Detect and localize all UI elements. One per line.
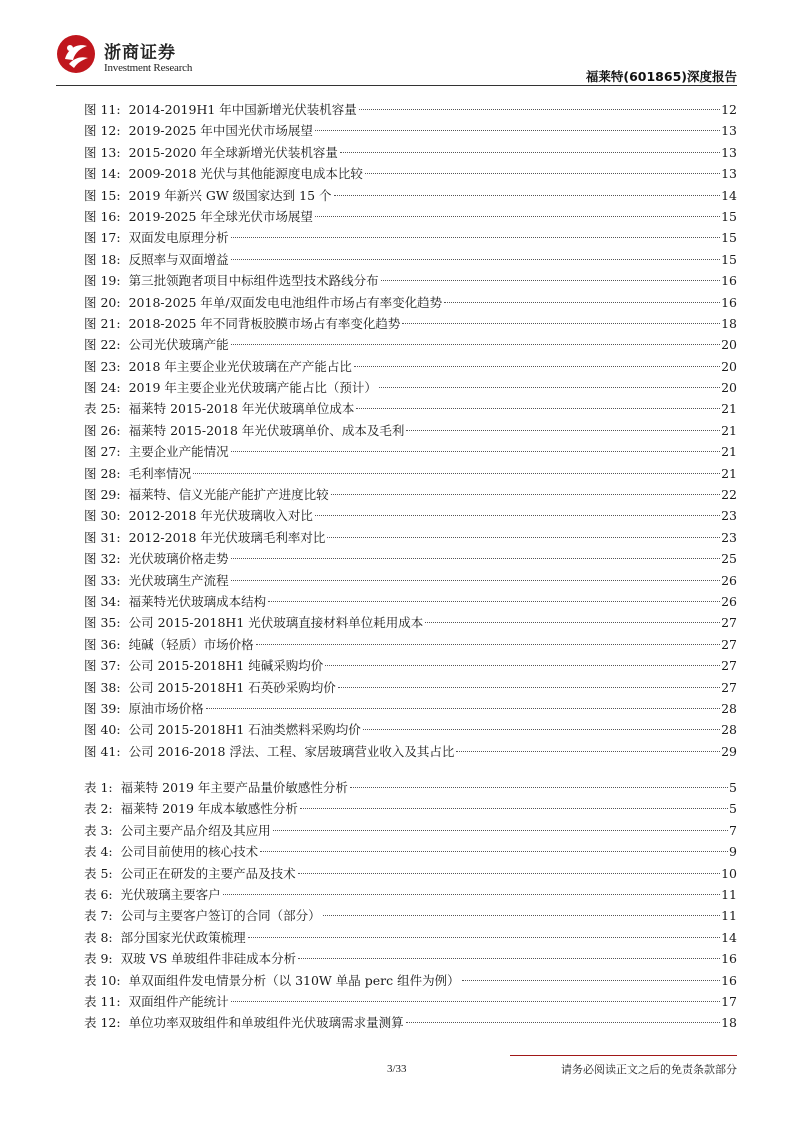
toc-entry[interactable]	[84, 1012, 737, 1033]
toc-entry-page: 27	[721, 615, 737, 631]
toc-entry-label: 图 14:	[84, 166, 121, 182]
toc-entry-page: 14	[721, 187, 737, 203]
toc-dot-leader	[323, 915, 720, 916]
toc-entry[interactable]	[84, 463, 737, 484]
toc-entry-label: 图 36:	[84, 636, 121, 652]
toc-entry-page: 5	[729, 801, 737, 817]
toc-dot-leader	[359, 109, 720, 110]
toc-entry-page: 23	[721, 529, 737, 545]
toc-entry-page: 12	[721, 102, 737, 117]
toc-dot-leader	[315, 515, 720, 516]
toc-entry-page: 29	[721, 743, 737, 759]
toc-entry[interactable]	[84, 991, 737, 1012]
toc-entry-title: 2012-2018 年光伏玻璃毛利率对比	[128, 529, 326, 545]
toc-dot-leader	[340, 152, 720, 153]
toc-entry[interactable]	[84, 655, 737, 676]
toc-dot-leader	[444, 302, 720, 303]
toc-entry-label: 表 6:	[84, 886, 113, 902]
toc-entry-title: 公司光伏玻璃产能	[128, 337, 229, 353]
toc-entry-title: 公司 2015-2018H1 纯碱采购均价	[128, 658, 324, 674]
toc-entry-title: 部分国家光伏政策梳理	[120, 929, 246, 945]
toc-entry-page: 20	[721, 358, 737, 374]
report-title: 福莱特(601865)深度报告	[585, 69, 737, 84]
toc-entry-label: 图 31:	[84, 529, 121, 545]
toc-entry-title: 原油市场价格	[128, 700, 204, 716]
toc-entry-title: 2019-2025 年全球光伏市场展望	[128, 208, 313, 224]
toc-entry-label: 表 25:	[84, 401, 121, 417]
toc-dot-leader	[298, 958, 720, 959]
toc-entry-label: 表 12:	[84, 1015, 121, 1031]
toc-entry-page: 5	[729, 780, 737, 795]
toc-dot-leader	[231, 344, 720, 345]
toc-entry-title: 公司主要产品介绍及其应用	[120, 822, 271, 838]
toc-entry[interactable]	[84, 970, 737, 991]
toc-dot-leader	[223, 894, 720, 895]
toc-entry-label: 图 38:	[84, 679, 121, 695]
figures-toc	[84, 99, 737, 762]
toc-entry[interactable]	[84, 292, 737, 313]
toc-entry-title: 双玻 VS 单玻组件非硅成本分析	[120, 951, 297, 967]
page-header	[0, 0, 793, 90]
toc-entry-page: 28	[721, 722, 737, 738]
toc-entry-page: 13	[721, 123, 737, 139]
footer-divider	[510, 1055, 737, 1056]
toc-entry-title: 2018-2025 年单/双面发电电池组件市场占有率变化趋势	[128, 294, 443, 310]
brand-name-en: Investment Research	[104, 62, 193, 74]
toc-entry-label: 图 20:	[84, 294, 121, 310]
toc-entry-label: 图 27:	[84, 444, 121, 460]
toc-entry-page: 21	[721, 401, 737, 417]
toc-entry[interactable]	[84, 905, 737, 926]
toc-entry[interactable]	[84, 841, 737, 862]
toc-entry-title: 双面发电原理分析	[128, 230, 229, 246]
toc-dot-leader	[300, 808, 728, 809]
toc-entry-title: 公司 2015-2018H1 石英砂采购均价	[128, 679, 336, 695]
toc-entry-page: 17	[721, 993, 737, 1009]
toc-entry[interactable]	[84, 820, 737, 841]
toc-dot-leader	[248, 937, 720, 938]
toc-entry-page: 16	[721, 951, 737, 967]
toc-entry-label: 图 18:	[84, 251, 121, 267]
toc-dot-leader	[231, 558, 720, 559]
toc-entry-page: 27	[721, 636, 737, 652]
toc-entry-label: 图 29:	[84, 487, 121, 503]
toc-entry-page: 16	[721, 972, 737, 988]
toc-entry[interactable]	[84, 120, 737, 141]
toc-entry[interactable]	[84, 99, 737, 120]
toc-entry-title: 2018-2025 年不同背板胶膜市场占有率变化趋势	[128, 315, 401, 331]
toc-entry[interactable]	[84, 698, 737, 719]
footer-disclaimer: 请务必阅读正文之后的免责条款部分	[561, 1063, 737, 1076]
toc-dot-leader	[425, 622, 720, 623]
toc-entry-page: 7	[729, 822, 737, 838]
toc-entry-page: 21	[721, 465, 737, 481]
toc-dot-leader	[231, 237, 720, 238]
toc-entry-label: 表 8:	[84, 929, 113, 945]
toc-entry-page: 18	[721, 315, 737, 331]
toc-entry-page: 20	[721, 380, 737, 396]
toc-entry-page: 16	[721, 273, 737, 289]
toc-entry-title: 2009-2018 光伏与其他能源度电成本比较	[128, 166, 363, 182]
toc-entry-page: 13	[721, 166, 737, 182]
toc-dot-leader	[356, 408, 720, 409]
toc-entry[interactable]	[84, 741, 737, 762]
toc-entry-label: 图 40:	[84, 722, 121, 738]
toc-entry[interactable]	[84, 548, 737, 569]
toc-entry-title: 福莱特光伏玻璃成本结构	[128, 593, 267, 609]
toc-entry-label: 表 2:	[84, 801, 113, 817]
toc-entry[interactable]	[84, 249, 737, 270]
toc-dot-leader	[193, 473, 720, 474]
toc-dot-leader	[379, 387, 720, 388]
toc-dot-leader	[231, 580, 720, 581]
toc-dot-leader	[456, 751, 720, 752]
toc-entry[interactable]	[84, 612, 737, 633]
toc-entry[interactable]	[84, 270, 737, 291]
toc-entry-page: 21	[721, 444, 737, 460]
toc-entry-title: 公司目前使用的核心技术	[120, 844, 259, 860]
toc-entry[interactable]	[84, 420, 737, 441]
header-divider	[56, 85, 737, 86]
toc-entry-label: 图 22:	[84, 337, 121, 353]
toc-entry-page: 15	[721, 230, 737, 246]
toc-entry[interactable]	[84, 591, 737, 612]
toc-entry-page: 16	[721, 294, 737, 310]
toc-entry-title: 2019 年主要企业光伏玻璃产能占比（预计）	[128, 380, 377, 396]
toc-entry-title: 福莱特 2019 年成本敏感性分析	[120, 801, 298, 817]
toc-entry[interactable]	[84, 227, 737, 248]
toc-entry-title: 单双面组件发电情景分析（以 310W 单晶 perc 组件为例）	[128, 972, 460, 988]
toc-entry-page: 21	[721, 422, 737, 438]
toc-entry[interactable]	[84, 441, 737, 462]
toc-dot-leader	[381, 280, 720, 281]
toc-dot-leader	[231, 451, 720, 452]
toc-entry-label: 表 4:	[84, 844, 113, 860]
toc-entry[interactable]	[84, 719, 737, 740]
toc-entry-title: 2019-2025 年中国光伏市场展望	[128, 123, 313, 139]
toc-entry-label: 图 24:	[84, 380, 121, 396]
toc-dot-leader	[354, 366, 720, 367]
brand-name-cn: 浙商证券	[104, 43, 176, 63]
toc-entry-page: 27	[721, 658, 737, 674]
toc-entry-title: 福莱特 2015-2018 年光伏玻璃单价、成本及毛利	[128, 422, 405, 438]
toc-entry[interactable]	[84, 863, 737, 884]
toc-dot-leader	[363, 729, 720, 730]
toc-entry[interactable]	[84, 505, 737, 526]
toc-dot-leader	[206, 708, 720, 709]
toc-entry-title: 反照率与双面增益	[128, 251, 229, 267]
toc-entry-label: 表 9:	[84, 951, 113, 967]
toc-entry-page: 15	[721, 208, 737, 224]
toc-entry-title: 2012-2018 年光伏玻璃收入对比	[128, 508, 313, 524]
toc-entry-label: 表 3:	[84, 822, 113, 838]
toc-entry-label: 图 37:	[84, 658, 121, 674]
toc-entry[interactable]	[84, 634, 737, 655]
toc-entry-page: 25	[721, 551, 737, 567]
toc-entry-title: 2019 年新兴 GW 级国家达到 15 个	[128, 187, 332, 203]
toc-entry-title: 公司 2016-2018 浮法、工程、家居玻璃营业收入及其占比	[128, 743, 455, 759]
toc-dot-leader	[331, 494, 720, 495]
toc-entry[interactable]	[84, 334, 737, 355]
toc-entry-title: 主要企业产能情况	[128, 444, 229, 460]
toc-dot-leader	[365, 173, 720, 174]
toc-entry-label: 图 41:	[84, 743, 121, 759]
toc-entry-page: 9	[729, 844, 737, 860]
toc-entry-page: 11	[721, 886, 737, 902]
toc-entry[interactable]	[84, 884, 737, 905]
toc-entry-title: 光伏玻璃生产流程	[128, 572, 229, 588]
toc-dot-leader	[406, 1022, 720, 1023]
toc-dot-leader	[273, 830, 728, 831]
toc-entry-title: 2018 年主要企业光伏玻璃在产产能占比	[128, 358, 352, 374]
toc-entry[interactable]	[84, 527, 737, 548]
toc-entry-title: 光伏玻璃主要客户	[120, 886, 221, 902]
toc-entry[interactable]	[84, 377, 737, 398]
toc-entry-label: 图 11:	[84, 102, 121, 117]
toc-entry-title: 双面组件产能统计	[128, 993, 229, 1009]
toc-entry[interactable]	[84, 570, 737, 591]
toc-entry-title: 公司与主要客户签订的合同（部分）	[120, 908, 321, 924]
toc-entry-label: 图 26:	[84, 422, 121, 438]
toc-dot-leader	[462, 980, 721, 981]
toc-entry-label: 图 33:	[84, 572, 121, 588]
toc-entry-label: 图 35:	[84, 615, 121, 631]
toc-entry-label: 图 21:	[84, 315, 121, 331]
toc-entry-title: 光伏玻璃价格走势	[128, 551, 229, 567]
toc-entry-title: 纯碱（轻质）市场价格	[128, 636, 254, 652]
toc-dot-leader	[334, 195, 721, 196]
toc-entry-label: 表 11:	[84, 993, 121, 1009]
toc-entry-label: 图 16:	[84, 208, 121, 224]
toc-entry[interactable]	[84, 798, 737, 819]
toc-entry-title: 公司 2015-2018H1 石油类燃料采购均价	[128, 722, 361, 738]
toc-entry[interactable]	[84, 927, 737, 948]
toc-entry[interactable]	[84, 163, 737, 184]
toc-dot-leader	[315, 130, 720, 131]
toc-entry[interactable]	[84, 777, 737, 798]
toc-entry-label: 表 7:	[84, 908, 113, 924]
toc-entry-label: 图 32:	[84, 551, 121, 567]
toc-entry-label: 表 1:	[84, 780, 113, 795]
toc-entry-page: 13	[721, 144, 737, 160]
toc-dot-leader	[298, 873, 720, 874]
toc-entry-title: 2015-2020 年全球新增光伏装机容量	[128, 144, 338, 160]
tables-toc	[84, 777, 737, 1034]
page-number: 3/33	[387, 1063, 407, 1075]
toc-dot-leader	[338, 687, 720, 688]
toc-entry-page: 26	[721, 593, 737, 609]
toc-entry-title: 福莱特 2019 年主要产品量价敏感性分析	[120, 780, 348, 795]
toc-entry-label: 图 34:	[84, 593, 121, 609]
toc-dot-leader	[315, 216, 720, 217]
toc-entry-label: 表 5:	[84, 865, 113, 881]
toc-dot-leader	[260, 851, 728, 852]
toc-entry-title: 毛利率情况	[128, 465, 192, 481]
toc-dot-leader	[231, 1001, 720, 1002]
toc-entry-page: 15	[721, 251, 737, 267]
toc-entry-page: 23	[721, 508, 737, 524]
toc-entry-title: 第三批领跑者项目中标组件选型技术路线分布	[128, 273, 379, 289]
toc-dot-leader	[268, 601, 720, 602]
toc-entry[interactable]	[84, 484, 737, 505]
toc-entry-page: 28	[721, 700, 737, 716]
toc-entry-label: 图 12:	[84, 123, 121, 139]
toc-dot-leader	[350, 787, 728, 788]
toc-entry-label: 图 39:	[84, 700, 121, 716]
toc-entry[interactable]	[84, 677, 737, 698]
toc-dot-leader	[256, 644, 720, 645]
toc-dot-leader	[327, 537, 720, 538]
company-logo-icon	[56, 34, 96, 74]
toc-entry-label: 表 10:	[84, 972, 121, 988]
toc-entry-title: 2014-2019H1 年中国新增光伏装机容量	[128, 102, 357, 117]
toc-entry-page: 26	[721, 572, 737, 588]
toc-entry[interactable]	[84, 206, 737, 227]
toc-entry-title: 公司正在研发的主要产品及技术	[120, 865, 296, 881]
toc-dot-leader	[231, 259, 720, 260]
toc-entry-page: 10	[721, 865, 737, 881]
toc-entry-label: 图 15:	[84, 187, 121, 203]
toc-entry[interactable]	[84, 356, 737, 377]
toc-entry[interactable]	[84, 142, 737, 163]
toc-entry[interactable]	[84, 398, 737, 419]
toc-entry-page: 22	[721, 487, 737, 503]
toc-entry-label: 图 17:	[84, 230, 121, 246]
toc-entry-title: 公司 2015-2018H1 光伏玻璃直接材料单位耗用成本	[128, 615, 424, 631]
toc-entry-title: 福莱特 2015-2018 年光伏玻璃单位成本	[128, 401, 355, 417]
toc-entry-title: 福莱特、信义光能产能扩产进度比较	[128, 487, 329, 503]
toc-dot-leader	[325, 665, 720, 666]
toc-entry-page: 27	[721, 679, 737, 695]
toc-dot-leader	[402, 323, 720, 324]
toc-entry-page: 11	[721, 908, 737, 924]
toc-entry[interactable]	[84, 948, 737, 969]
toc-entry-label: 图 28:	[84, 465, 121, 481]
toc-entry-page: 14	[721, 929, 737, 945]
toc-entry[interactable]	[84, 185, 737, 206]
toc-entry-page: 20	[721, 337, 737, 353]
toc-entry-label: 图 30:	[84, 508, 121, 524]
toc-entry-title: 单位功率双玻组件和单玻组件光伏玻璃需求量测算	[128, 1015, 404, 1031]
toc-entry-label: 图 19:	[84, 273, 121, 289]
toc-entry-label: 图 13:	[84, 144, 121, 160]
toc-entry-page: 18	[721, 1015, 737, 1031]
toc-entry[interactable]	[84, 313, 737, 334]
toc-dot-leader	[406, 430, 720, 431]
toc-entry-label: 图 23:	[84, 358, 121, 374]
